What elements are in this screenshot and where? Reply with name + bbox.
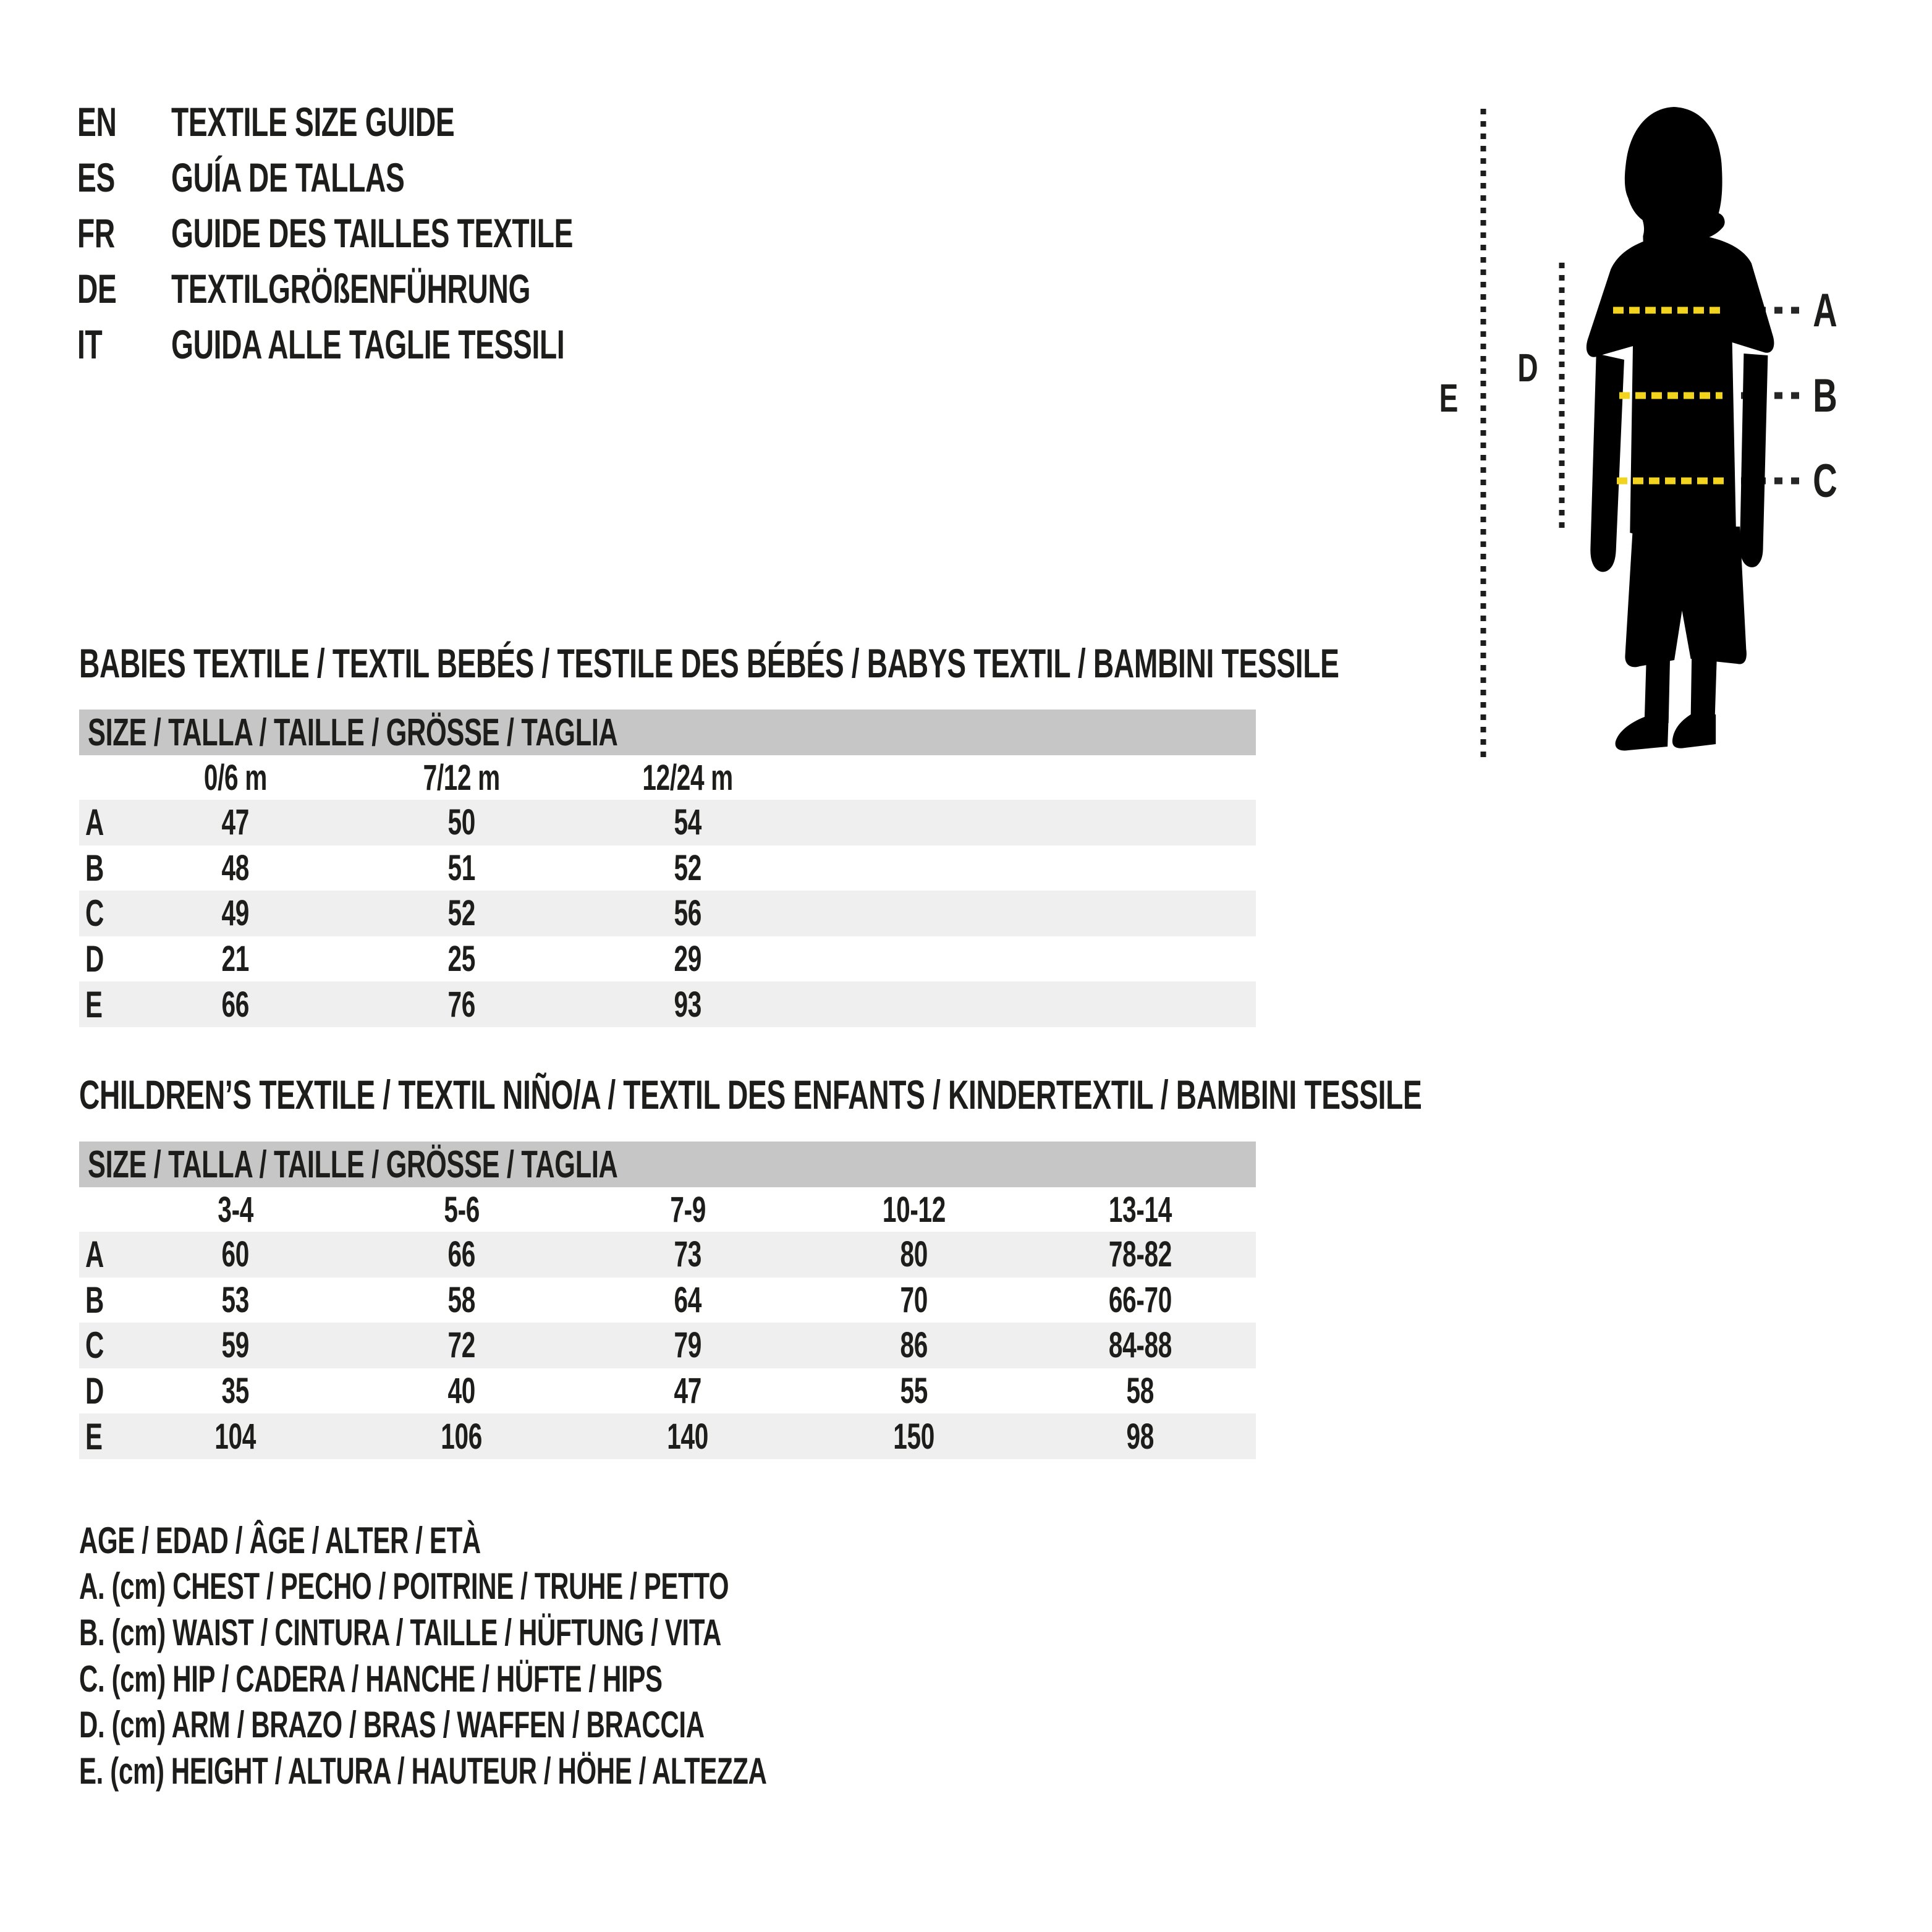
- language-row-fr: [77, 205, 745, 261]
- size-value: 73: [674, 1234, 702, 1275]
- table-row: [79, 800, 1256, 845]
- language-code: DE: [77, 266, 117, 311]
- size-value: 58: [1126, 1371, 1155, 1412]
- size-value: 48: [221, 847, 250, 888]
- babies-column-header-row: [79, 755, 1256, 800]
- measurement-figure: [1415, 74, 1932, 803]
- children-table-header-bar: [79, 1142, 1256, 1187]
- guide-title-es: GUÍA DE TALLAS: [171, 155, 405, 200]
- language-row-es: [77, 150, 745, 205]
- language-title-block: [77, 94, 745, 372]
- guide-title-fr: GUIDE DES TAILLES TEXTILE: [171, 210, 574, 256]
- legend-arm: D. (cm) ARM / BRAZO / BRAS / WAFFEN / BRACCIA: [79, 1704, 705, 1746]
- size-value: 25: [447, 939, 476, 980]
- size-value: 52: [674, 847, 702, 888]
- size-value: 53: [221, 1279, 250, 1320]
- row-label: A: [85, 802, 104, 844]
- size-value: 49: [221, 893, 250, 934]
- language-row-en: [77, 94, 745, 150]
- size-value: 104: [214, 1416, 256, 1457]
- guide-title-en: TEXTILE SIZE GUIDE: [171, 99, 455, 145]
- size-value: 55: [900, 1371, 928, 1412]
- row-label: A: [85, 1234, 104, 1276]
- silhouette-head: [1625, 107, 1725, 251]
- size-value: 64: [674, 1279, 702, 1320]
- language-code: ES: [77, 155, 115, 200]
- language-code: FR: [77, 210, 115, 256]
- children-size-table: [79, 1142, 1256, 1459]
- column-header: 10-12: [882, 1189, 946, 1230]
- table-row: [79, 1232, 1256, 1277]
- size-header-label: SIZE / TALLA / TAILLE / GRÖSSE / TAGLIA: [88, 711, 618, 754]
- height-label-e: E: [1439, 376, 1459, 420]
- language-row-de: [77, 261, 745, 316]
- silhouette-left-shoe: [1616, 717, 1669, 750]
- children-column-header-row: [79, 1187, 1256, 1232]
- babies-table-header-bar: [79, 710, 1256, 755]
- legend-height: E. (cm) HEIGHT / ALTURA / HAUTEUR / HÖHE / ALTEZZA: [79, 1750, 767, 1792]
- column-header: 0/6 m: [203, 757, 268, 798]
- silhouette-right-shoe: [1672, 714, 1716, 748]
- size-value: 98: [1126, 1416, 1155, 1457]
- size-value: 78-82: [1108, 1234, 1172, 1275]
- size-value: 72: [447, 1325, 476, 1366]
- column-header: 13-14: [1108, 1189, 1172, 1230]
- column-header: 3-4: [218, 1189, 253, 1230]
- silhouette-left-arm: [1590, 354, 1624, 572]
- size-header-label: SIZE / TALLA / TAILLE / GRÖSSE / TAGLIA: [88, 1143, 618, 1186]
- legend-chest: A. (cm) CHEST / PECHO / POITRINE / TRUHE / PETTO: [79, 1566, 729, 1608]
- size-value: 84-88: [1108, 1325, 1172, 1366]
- size-value: 86: [900, 1325, 928, 1366]
- size-value: 66: [447, 1234, 476, 1275]
- size-value: 51: [447, 847, 476, 888]
- babies-section-title: [79, 640, 1879, 686]
- size-value: 66-70: [1108, 1279, 1172, 1320]
- row-label: C: [85, 892, 104, 934]
- size-value: 47: [674, 1371, 702, 1412]
- row-label: D: [85, 938, 104, 980]
- size-value: 54: [674, 802, 702, 843]
- language-code: IT: [77, 321, 103, 367]
- size-value: 106: [441, 1416, 483, 1457]
- row-label: D: [85, 1370, 104, 1412]
- language-row-it: [77, 316, 745, 372]
- table-row: [79, 891, 1256, 936]
- table-row: [79, 845, 1256, 891]
- table-row: [79, 1323, 1256, 1368]
- table-row: [79, 1277, 1256, 1323]
- column-header: 5-6: [444, 1189, 480, 1230]
- size-value: 59: [221, 1325, 250, 1366]
- hip-label-c: C: [1813, 455, 1837, 508]
- size-value: 70: [900, 1279, 928, 1320]
- guide-title-it: GUIDA ALLE TAGLIE TESSILI: [171, 321, 565, 367]
- table-row: [79, 1368, 1256, 1414]
- legend-waist: B. (cm) WAIST / CINTURA / TAILLE / HÜFTUNG / VITA: [79, 1611, 722, 1653]
- size-value: 66: [221, 984, 250, 1025]
- arm-label-d: D: [1517, 345, 1538, 390]
- measurement-legend: [79, 1517, 1061, 1794]
- size-value: 21: [221, 939, 250, 980]
- row-label: C: [85, 1324, 104, 1366]
- size-value: 52: [447, 893, 476, 934]
- size-value: 50: [447, 802, 476, 843]
- row-label: B: [85, 1279, 104, 1321]
- size-value: 150: [893, 1416, 935, 1457]
- column-header: 7-9: [670, 1189, 706, 1230]
- legend-hip: C. (cm) HIP / CADERA / HANCHE / HÜFTE / HIPS: [79, 1658, 663, 1700]
- legend-age: AGE / EDAD / ÂGE / ALTER / ETÀ: [79, 1519, 481, 1561]
- size-value: 80: [900, 1234, 928, 1275]
- size-value: 60: [221, 1234, 250, 1275]
- size-value: 47: [221, 802, 250, 843]
- chest-label-a: A: [1813, 284, 1837, 337]
- row-label: B: [85, 847, 104, 889]
- waist-label-b: B: [1813, 370, 1837, 423]
- size-value: 76: [447, 984, 476, 1025]
- children-section-title-text: CHILDREN’S TEXTILE / TEXTIL NIÑO/A / TEXTIL DES ENFANTS / KINDERTEXTIL / BAMBINI TESSILE: [79, 1072, 1422, 1117]
- babies-section-title-text: BABIES TEXTILE / TEXTIL BEBÉS / TESTILE DES BÉBÉS / BABYS TEXTIL / BAMBINI TESSILE: [79, 640, 1339, 686]
- table-row: [79, 981, 1256, 1027]
- size-value: 140: [667, 1416, 709, 1457]
- size-value: 93: [674, 984, 702, 1025]
- row-label: E: [85, 983, 103, 1025]
- size-value: 79: [674, 1325, 702, 1366]
- guide-title-de: TEXTILGRÖßENFÜHRUNG: [171, 266, 531, 311]
- size-value: 29: [674, 939, 702, 980]
- column-header: 12/24 m: [642, 757, 734, 798]
- size-value: 58: [447, 1279, 476, 1320]
- silhouette-right-arm: [1740, 354, 1768, 567]
- language-code: EN: [77, 99, 117, 145]
- table-row: [79, 936, 1256, 982]
- table-row: [79, 1413, 1256, 1459]
- row-label: E: [85, 1415, 103, 1457]
- size-value: 40: [447, 1371, 476, 1412]
- children-section-title: [79, 1074, 1932, 1115]
- column-header: 7/12 m: [423, 757, 501, 798]
- babies-size-table: [79, 710, 1256, 1027]
- size-value: 56: [674, 893, 702, 934]
- size-value: 35: [221, 1371, 250, 1412]
